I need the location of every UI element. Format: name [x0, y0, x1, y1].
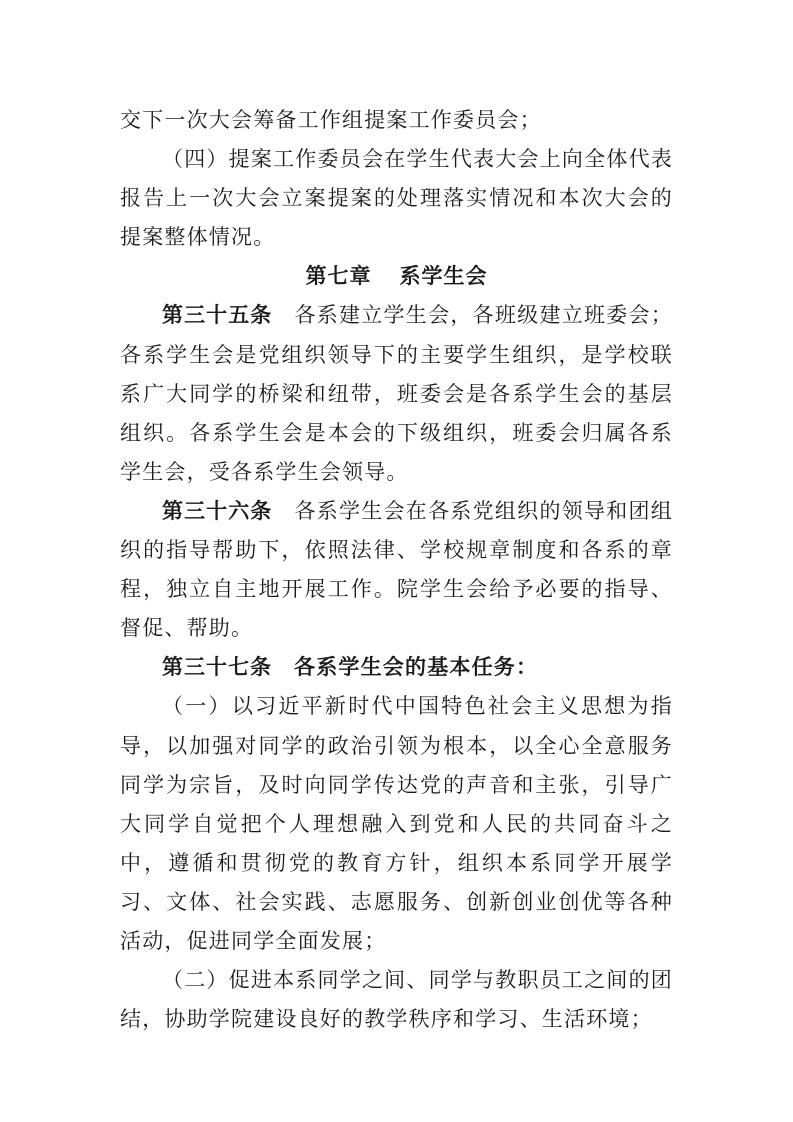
article-37-heading: 第三十七条 — [162, 655, 272, 680]
article-36-body: 各系学生会在各系党组织的领导和团组织的指导帮助下，依照法律、学校规章制度和各系的章程，独立自主地开展工作。院学生会给予必要的指导、督促、帮助。 — [120, 498, 674, 641]
article-37-item-1: （一）以习近平新时代中国特色社会主义思想为指导，以加强对同学的政治引领为根本，以全心全意服务同学为宗旨，及时向同学传达党的声音和主张，引导广大同学自觉把个人理想融入到党和人民的共同奋斗之中，遵循和贯彻党的教育方针，组织本系同学开展学习、文体、社会实践、志愿服务、创新创业创优等各种活动，促进同学全面发展； — [120, 694, 673, 953]
article-37-item-2: （二）促进本系同学之间、同学与教职员工之间的团结，协助学院建设良好的教学秩序和学习、生活环境； — [120, 968, 673, 1032]
chapter-title: 系学生会 — [399, 264, 488, 289]
article-35-body: 各系建立学生会，各班级建立班委会；各系学生会是党组织领导下的主要学生组织，是学校联系广大同学的桥梁和纽带，班委会是各系学生会的基层组织。各系学生会是本会的下级组织，班委会归属各系学生会，受各系学生会领导。 — [120, 303, 674, 484]
chapter-number: 第七章 — [305, 264, 372, 289]
article-37-body: 各系学生会的基本任务： — [294, 655, 539, 680]
article-36-heading: 第三十六条 — [162, 498, 273, 523]
article-35-heading: 第三十五条 — [162, 303, 273, 328]
article-36 — [120, 492, 673, 648]
document-body — [120, 101, 673, 1039]
paragraph-item-4: （四）提案工作委员会在学生代表大会上向全体代表报告上一次大会立案提案的处理落实情况和本次大会的提案整体情况。 — [120, 147, 673, 250]
article-35 — [120, 296, 673, 491]
paragraph-continuation: 交下一次大会筹备工作组提案工作委员会； — [120, 108, 542, 132]
chapter-heading — [120, 257, 673, 296]
article-37 — [120, 648, 673, 687]
